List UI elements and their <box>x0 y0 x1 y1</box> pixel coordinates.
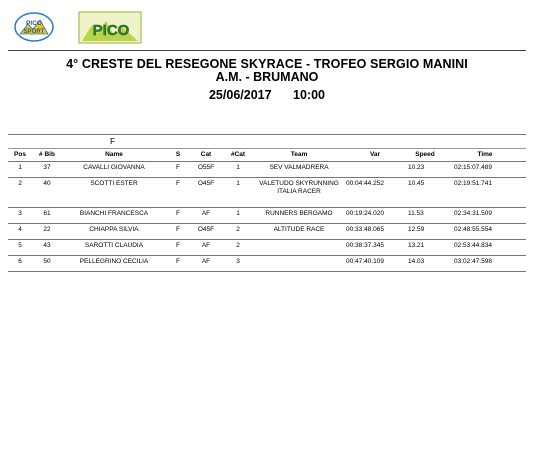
cell-sex: F <box>176 242 180 249</box>
cell-sex: F <box>176 180 180 187</box>
race-time: 10:00 <box>293 88 326 102</box>
cell-time: 02:19:51.741 <box>454 180 492 187</box>
col-pos: Pos <box>14 151 26 158</box>
cell-name: SCOTTI ESTER <box>90 180 138 187</box>
col-name: Name <box>105 151 123 158</box>
results-table <box>8 134 526 272</box>
cell-cat: O45F <box>197 226 215 233</box>
svg-text:PICO: PICO <box>92 22 130 39</box>
cell-name: SAROTTI CLAUDIA <box>84 242 144 249</box>
table-row <box>8 256 526 272</box>
cell-pos: 5 <box>18 242 22 249</box>
cell-cat: AF <box>201 258 211 265</box>
pico-sport-logo <box>14 12 54 42</box>
cell-cat-rank: 1 <box>236 180 240 187</box>
cell-cat-rank: 2 <box>236 226 240 233</box>
cell-speed: 13.21 <box>408 242 425 249</box>
table-row <box>8 178 526 208</box>
cell-team <box>254 256 344 258</box>
cell-bib: 22 <box>43 226 51 233</box>
col-var: Var <box>369 151 381 158</box>
cell-var: 00:47:40.109 <box>346 258 384 265</box>
race-date: 25/06/2017 <box>208 88 272 102</box>
cell-bib: 43 <box>43 242 51 249</box>
race-title: 4° CRESTE DEL RESEGONE SKYRACE - TROFEO SERGIO MANINI <box>66 57 468 71</box>
cell-name: PELLEGRINO CECILIA <box>79 258 149 265</box>
cell-cat: AF <box>201 242 211 249</box>
cell-time: 02:53:44.834 <box>454 242 492 249</box>
cell-var: 00:33:48.065 <box>346 226 384 233</box>
col-sex: S <box>175 151 181 158</box>
cell-team: SEV VALMADRERA <box>269 164 329 171</box>
cell-cat-rank: 3 <box>236 258 240 265</box>
cell-bib: 40 <box>43 180 51 187</box>
cell-speed: 12.59 <box>408 226 425 233</box>
cell-cat-rank: 1 <box>236 164 240 171</box>
svg-text:PICO: PICO <box>26 20 42 27</box>
cell-speed: 11.53 <box>408 210 424 217</box>
cell-sex: F <box>176 258 180 265</box>
cell-sex: F <box>176 226 180 233</box>
cell-name: CHIAPPA SILVIA <box>89 226 139 233</box>
cell-sex: F <box>176 164 180 171</box>
pico-logo <box>78 11 142 44</box>
cell-team: RUNNERS BERGAMO <box>265 210 333 217</box>
cell-speed: 10.23 <box>408 164 425 171</box>
cell-time: 02:34:31.509 <box>454 210 492 217</box>
race-datetime <box>0 87 534 103</box>
cell-pos: 1 <box>18 164 22 171</box>
table-row <box>8 240 526 256</box>
cell-sex: F <box>176 210 180 217</box>
cell-cat-rank: 2 <box>236 242 240 249</box>
race-header <box>0 58 534 103</box>
col-time: Time <box>477 151 493 158</box>
col-team: Team <box>290 151 308 158</box>
cell-name: CAVALLI GIOVANNA <box>83 164 145 171</box>
cell-pos: 6 <box>18 258 22 265</box>
col-speed: Speed <box>415 151 435 158</box>
cell-cat: O55F <box>197 164 215 171</box>
table-row <box>8 162 526 178</box>
category-label: F <box>110 136 116 146</box>
cell-cat: O45F <box>197 180 215 187</box>
cell-bib: 50 <box>43 258 51 265</box>
header-divider <box>8 50 526 51</box>
cell-pos: 2 <box>18 180 22 187</box>
cell-speed: 10.45 <box>408 180 425 187</box>
cell-team <box>254 240 344 242</box>
cell-cat: AF <box>201 210 211 217</box>
cell-pos: 4 <box>18 226 22 233</box>
cell-var: 00:19:24.020 <box>346 210 384 217</box>
cell-cat-rank: 1 <box>236 210 240 217</box>
cell-time: 02:48:55.554 <box>454 226 492 233</box>
cell-pos: 3 <box>18 210 22 217</box>
svg-text:SPORT: SPORT <box>23 29 45 35</box>
cell-bib: 37 <box>43 164 51 171</box>
cell-time: 02:15:07.489 <box>454 164 492 171</box>
table-header <box>8 149 526 162</box>
cell-time: 03:02:47.598 <box>454 258 492 265</box>
cell-name: BIANCHI FRANCESCA <box>79 210 149 217</box>
cell-var <box>344 162 406 164</box>
cell-team: VALETUDO SKYRUNNING ITALIA RACER <box>259 180 339 195</box>
cell-var: 00:04:44.252 <box>346 180 384 187</box>
cell-team: ALTITUDE RACE <box>273 226 325 233</box>
table-row <box>8 208 526 224</box>
cell-bib: 61 <box>43 210 51 217</box>
cell-var: 00:38:37.345 <box>346 242 384 249</box>
race-location: A.M. - BRUMANO <box>215 70 319 84</box>
category-band <box>8 134 526 149</box>
col-bib: # Bib <box>39 151 55 158</box>
col-cat: Cat <box>200 151 212 158</box>
table-row <box>8 224 526 240</box>
cell-speed: 14.03 <box>408 258 425 265</box>
col-cat-rank: #Cat <box>230 151 246 158</box>
